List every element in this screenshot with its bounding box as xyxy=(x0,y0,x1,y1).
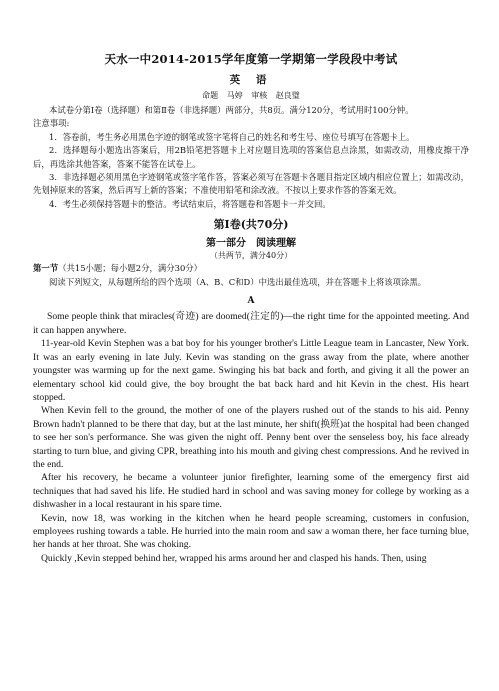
section-subtitle: （共两节，满分40分） xyxy=(209,251,293,261)
intro-text: 本试卷分第Ⅰ卷（选择题）和第Ⅱ卷（非选择题）两部分，共8页。满分120分，考试用时100分钟。 xyxy=(49,105,414,115)
passage-paragraph: Kevin, now 18, was working in the kitchen when he heard people screaming, customers in confusion, employees rushing towards a table. He hurried into the main room and saw a woman there, her face turning blue, her hands at her throat. She was choking. xyxy=(33,512,469,551)
passage-paragraph: After his recovery, he became a volunteer junior firefighter, learning some of the emergency first aid techniques that had saved his life. He studied hard in school and was saving money for college by working as a dishwasher in a local restaurant in his spare time. xyxy=(33,472,469,511)
section-title: 第一部分 阅读理解 xyxy=(206,238,296,250)
notice-item: 1．答卷前，考生务必用黑色字迹的钢笔或签字笔将自己的姓名和考生号、座位号填写在答题卡上。 xyxy=(49,131,415,142)
node-header xyxy=(33,262,469,275)
notice-item: 2．选择题每小题选出答案后，用2B铅笔把答题卡上对应题目选项的答案信息点涂黑，如需改动，用橡皮擦干净后，再选涂其他答案，答案不能答在试卷上。 xyxy=(33,145,469,169)
notice-heading: 注意事项: xyxy=(33,118,70,129)
notice-item: 4．考生必须保持答题卡的整洁。考试结束后，将答题卷和答题卡一并交回。 xyxy=(49,198,331,209)
instruction-text: 阅读下列短文，从每题所给的四个选项（A、B、C和D）中选出最佳选项，并在答题卡上将该项涂黑。 xyxy=(49,276,427,287)
node-info: （共15小题；每小题2分，满分30分） xyxy=(58,263,203,274)
passage-paragraph: 11-year-old Kevin Stephen was a bat boy for his younger brother's Little League team in Lancaster, New York. It was an early evening in late July. Kevin was standing on the grass away from the plate, where another youngster was warming up for the next game. Swinging his bat back and forth, and giving it all the power an elementary school kid could give, the boy brought the bat back hard and hit Kevin in the chest. His heart stopped. xyxy=(33,338,469,403)
passage-paragraph: Quickly ,Kevin stepped behind her, wrapped his arms around her and clasped his hands. Then, using xyxy=(41,552,427,564)
passage-paragraph: When Kevin fell to the ground, the mother of one of the players rushed out of the stands to his aid. Penny Brown hadn't planned to be there that day, but at the last minute, her shift(换班)at the hospital had been changed to see her son's performance. She was given the night off. Penny bent over the senseless boy, his face already starting to turn blue, and giving CPR, breathing into his mouth and giving chest compressions. And he revived in the end. xyxy=(33,405,469,470)
passage-letter: A xyxy=(247,296,255,307)
subject-title: 英 语 xyxy=(229,74,273,86)
exam-title: 天水一中2014-2015学年度第一学期第一学段段中考试 xyxy=(104,52,398,66)
passage-paragraph: Some people think that miracles(奇迹) are doomed(注定的)—the right time for the appointed meeting. And it can happen anywhere. xyxy=(33,311,469,336)
notice-item: 3．非选择题必须用黑色字迹钢笔或签字笔作答，答案必须写在答题卡各题目指定区域内相应位置上；如需改动，先划掉原来的答案，然后再写上新的答案；不准使用铅笔和涂改液。不按以上要求作答的答案无效。 xyxy=(33,172,469,196)
staff-line: 命题 马婷 审核 赵良璧 xyxy=(202,91,300,100)
part-one-title: 第Ⅰ卷(共70分) xyxy=(213,218,289,232)
node-title: 第一节 xyxy=(33,263,59,274)
